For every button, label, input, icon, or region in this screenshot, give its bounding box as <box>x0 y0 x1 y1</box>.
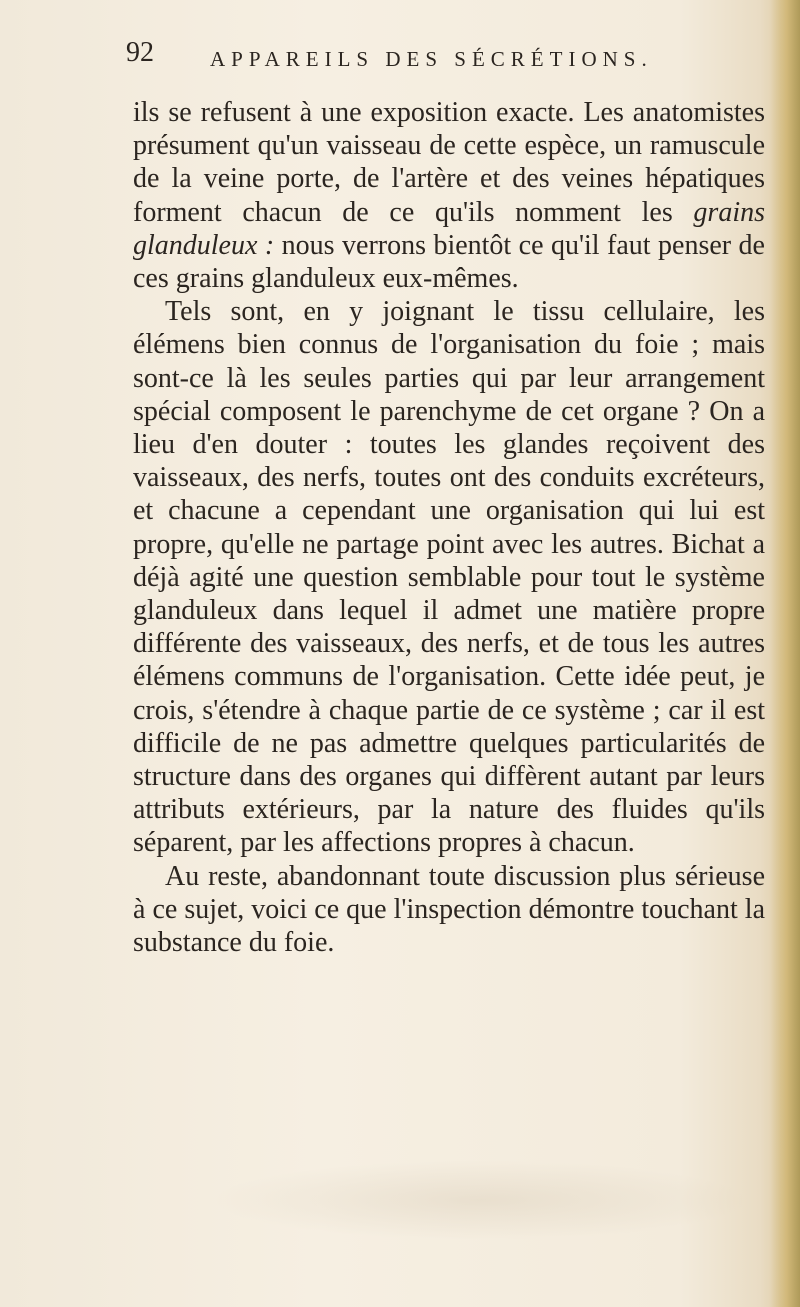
show-through-stain <box>210 1160 750 1240</box>
page-number: 92 <box>126 37 154 68</box>
paragraph-1-italic: grains glanduleux : <box>133 196 765 261</box>
page-edge <box>770 0 800 1307</box>
paragraph-2: Tels sont, en y joignant le tissu cellulaire, les élémens bien connus de l'organisation du foie ; mais sont-ce là les seules parties qui par leur arrangement spécial composent le parenchyme de cet organe ? On a lieu d'en douter : toutes les glandes reçoivent des vaisseaux, des nerfs, toutes ont des conduits excréteurs, et chacune a cependant une organisation qui lui est propre, qu'elle ne partage point avec les autres. Bichat a déjà agité une question semblable pour tout le système glanduleux dans lequel il admet une matière propre différente des vaisseaux, des nerfs, et de tous les autres élémens communs de l'organisation. Cette idée peut, je crois, s'étendre à chaque partie de ce système ; car il est difficile de ne pas admettre quelques particularités de structure dans des organes qui diffèrent autant par leurs attributs extérieurs, par la nature des fluides qu'ils séparent, par les affections propres à chacun. <box>133 296 765 859</box>
running-title: APPAREILS DES SÉCRÉTIONS. <box>210 47 653 71</box>
paragraph-3: Au reste, abandonnant toute discussion plus sérieuse à ce sujet, voici ce que l'inspection démontre touchant la substance du foie. <box>133 860 765 959</box>
paragraph-1-text-b: nous verrons bientôt ce qu'il faut penser de ces grains glanduleux eux-mêmes. <box>133 229 765 295</box>
body-text <box>133 96 765 959</box>
paragraph-1 <box>133 96 765 295</box>
paragraph-1-text-a: ils se refusent à une exposition exacte. Les anatomistes présument qu'un vaisseau de cette espèce, un ramuscule de la veine porte, de l'artère et des veines hépatiques forment chacun de ce qu'ils nomment les <box>133 97 765 228</box>
